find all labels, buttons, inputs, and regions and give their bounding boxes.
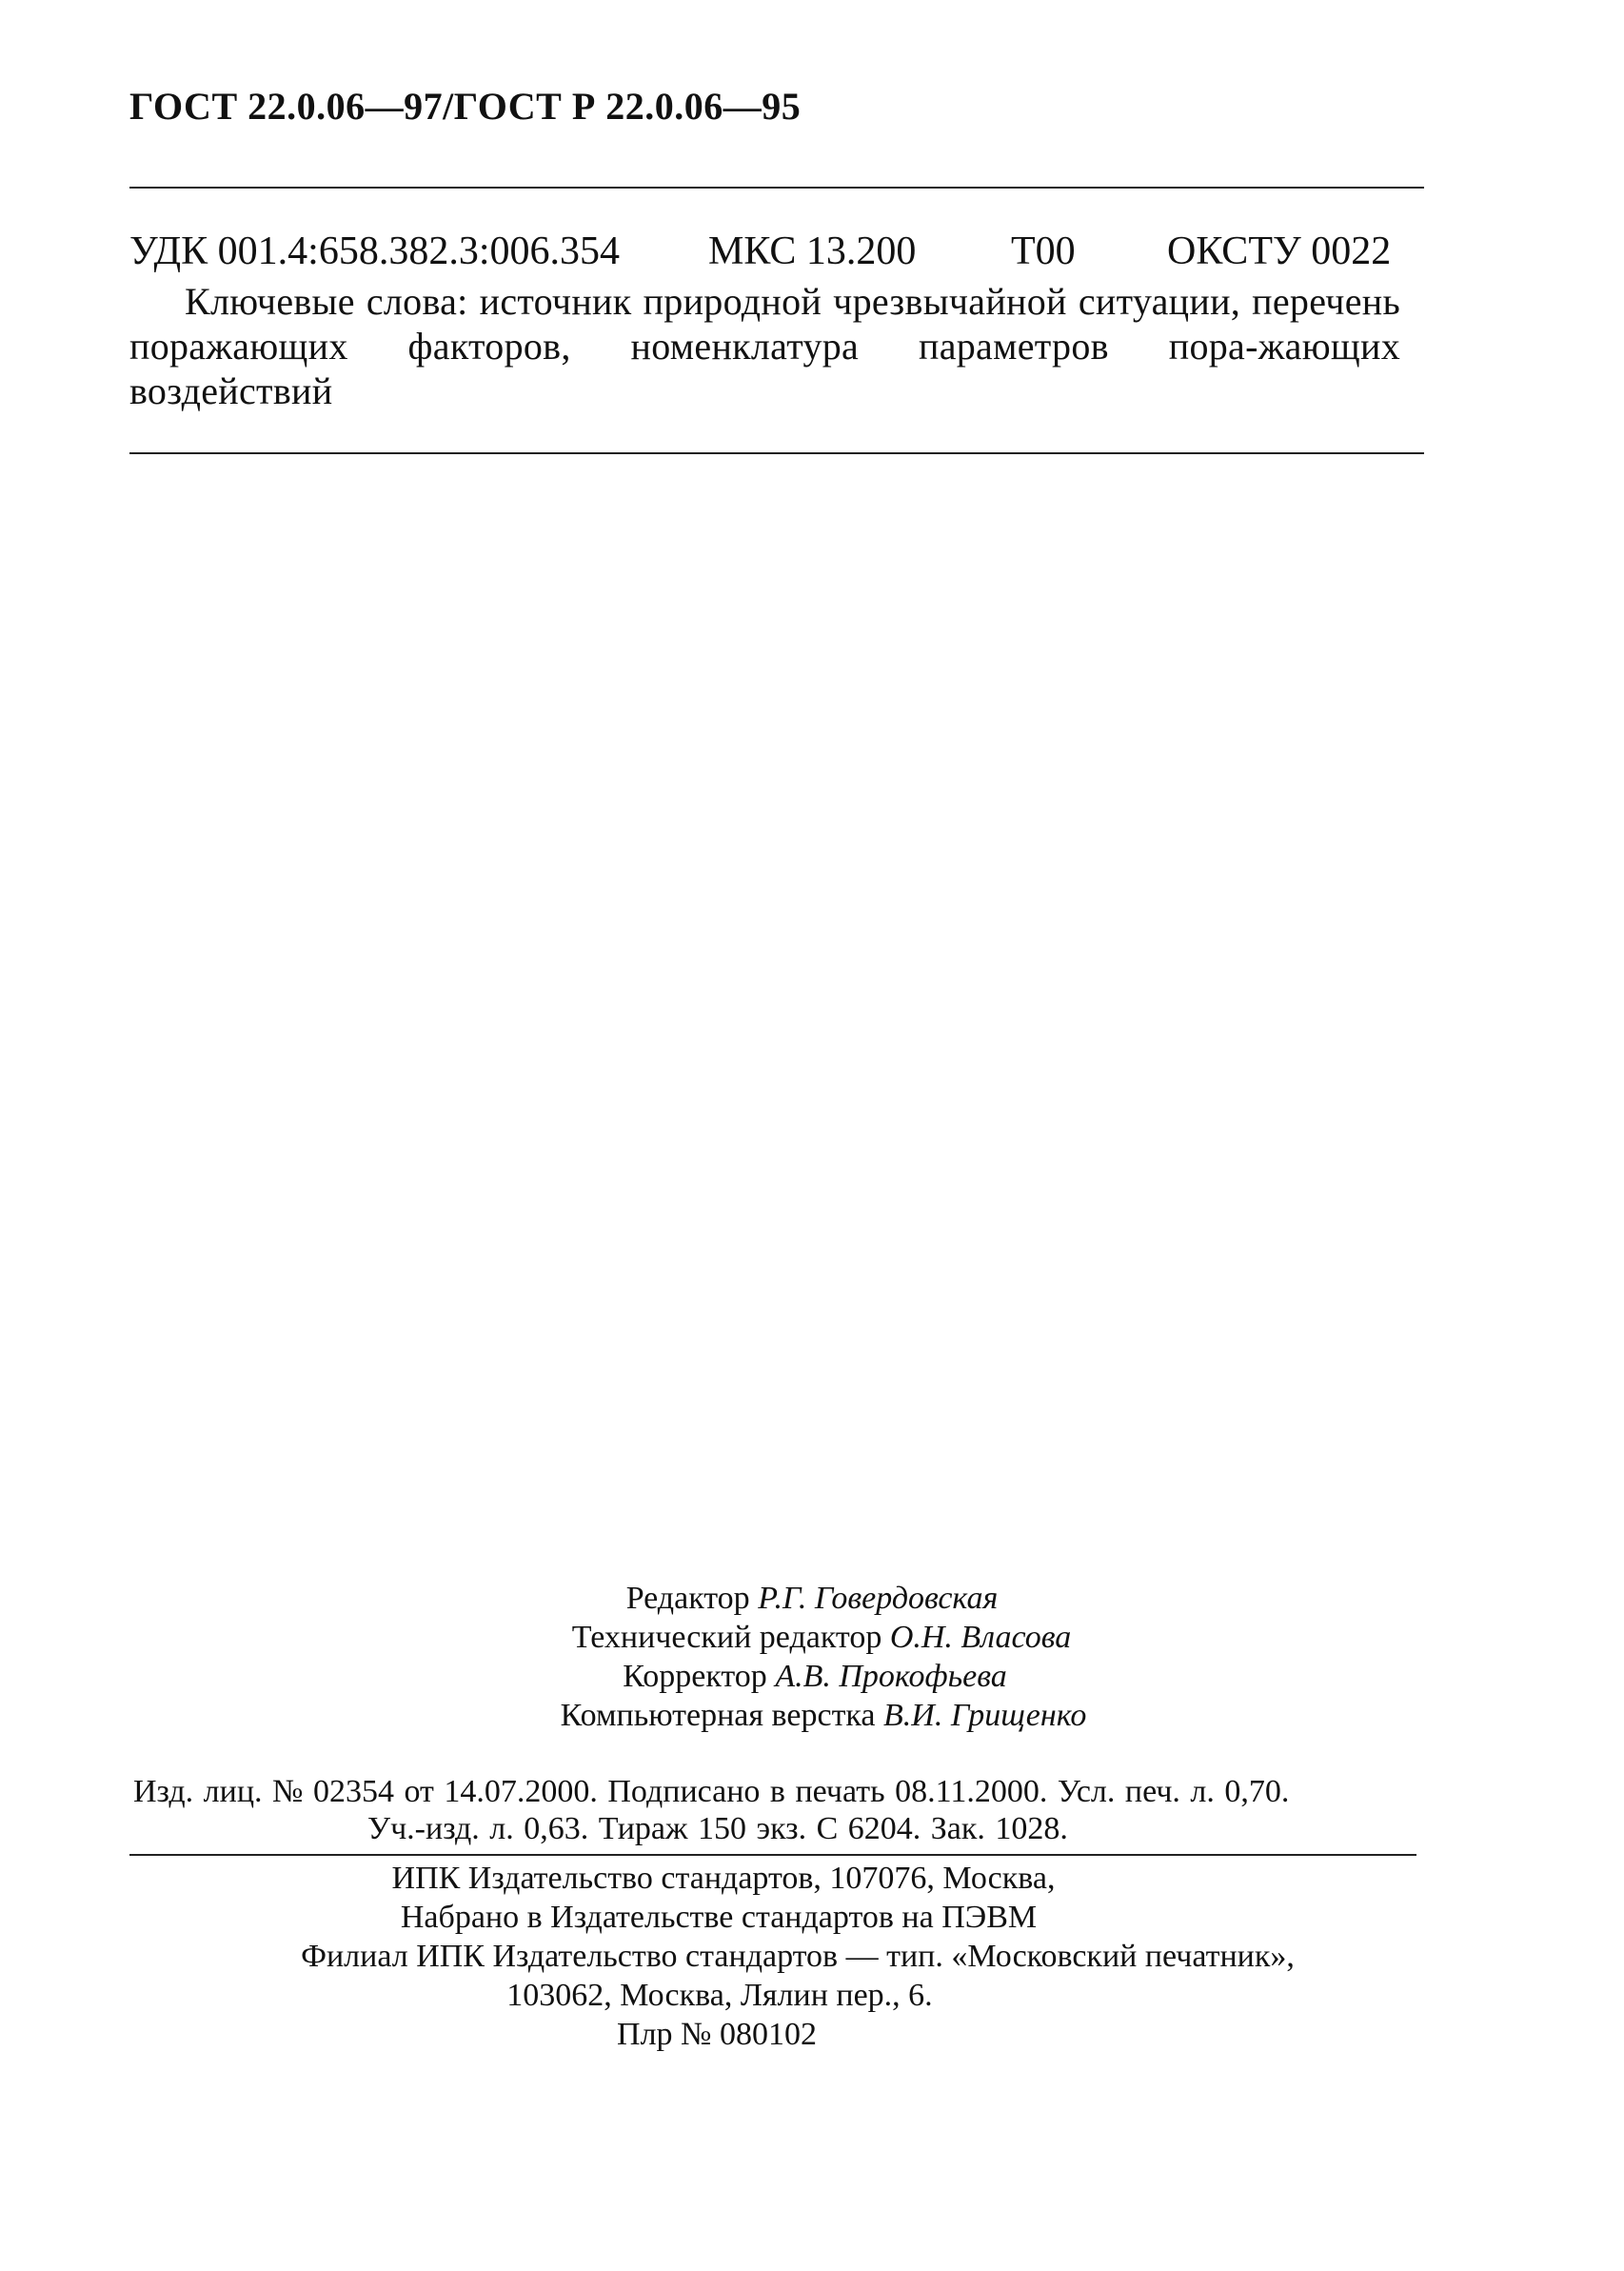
keywords-divider: [129, 452, 1424, 454]
top-divider: [129, 187, 1424, 189]
mks-code: МКС 13.200: [708, 229, 917, 273]
credit-layout-label: Компьютерная верстка: [560, 1698, 876, 1733]
credit-corrector-label: Корректор: [623, 1659, 767, 1694]
imprint-line-2: Набрано в Издательстве стандартов на ПЭВМ: [400, 1900, 1038, 1935]
imprint-line-3: Филиал ИПК Издательство стандартов — тип. «Московский печатник»,: [301, 1939, 1295, 1974]
credit-corrector: [0, 1657, 1624, 1696]
imprint-line-1: ИПК Издательство стандартов, 107076, Москва,: [391, 1861, 1056, 1896]
imprint-line-5: Плр № 080102: [617, 2017, 817, 2052]
classification-codes: [129, 229, 1424, 274]
udk-code: УДК 001.4:658.382.3:006.354: [129, 229, 620, 273]
publication-line-1: Изд. лиц. № 02354 от 14.07.2000. Подписано в печать 08.11.2000. Усл. печ. л. 0,70.: [133, 1774, 1290, 1809]
credit-tech-editor: [0, 1618, 1624, 1657]
imprint-line-4: 103062, Москва, Лялин пер., 6.: [506, 1978, 933, 2013]
publisher-imprint: [0, 1859, 1624, 2054]
credit-editor-label: Редактор: [625, 1581, 750, 1616]
editorial-credits: [0, 1579, 1624, 1735]
keywords-paragraph: Ключевые слова: источник природной чрезвычайной ситуации, перечень поражающих факторов, номенклатура параметров пора-жающих воздействий: [129, 280, 1400, 412]
credit-editor: [0, 1579, 1624, 1618]
standard-designation: ГОСТ 22.0.06—97/ГОСТ Р 22.0.06—95: [129, 85, 802, 128]
credit-layout: [0, 1696, 1624, 1735]
credit-corrector-name: А.В. Прокофьева: [775, 1659, 1007, 1694]
credit-tech-editor-name: О.Н. Власова: [889, 1620, 1072, 1655]
credit-tech-editor-label: Технический редактор: [571, 1620, 882, 1655]
imprint-divider: [129, 1854, 1416, 1856]
credit-editor-name: Р.Г. Говердовская: [758, 1581, 999, 1616]
publication-line-2: Уч.-изд. л. 0,63. Тираж 150 экз. С 6204. Зак. 1028.: [367, 1811, 1068, 1846]
t-code: Т00: [1011, 229, 1076, 273]
okstu-code: ОКСТУ 0022: [1167, 229, 1392, 273]
credit-layout-name: В.И. Грищенко: [883, 1698, 1087, 1733]
